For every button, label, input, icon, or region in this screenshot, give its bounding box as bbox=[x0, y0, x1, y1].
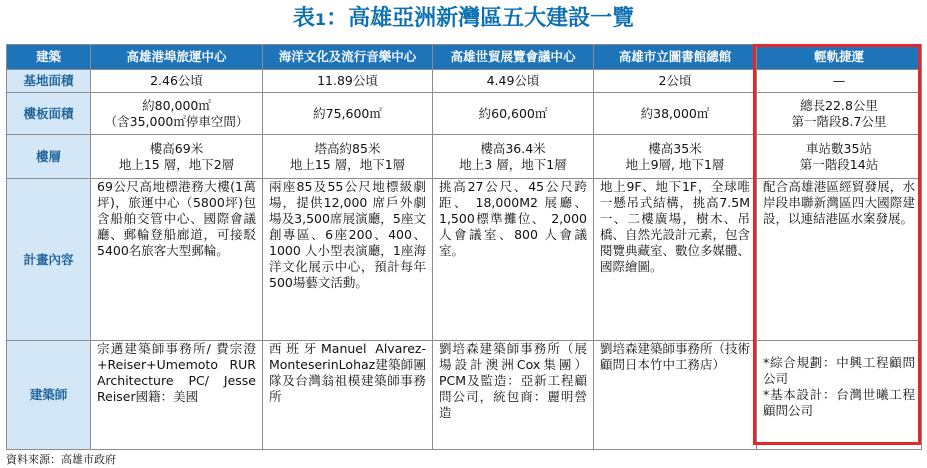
header-cell: 輕軌捷運 bbox=[757, 45, 922, 70]
cell-line: *基本設計：台灣世曦工程顧問公司 bbox=[763, 387, 915, 418]
cell-line: 車站數35站 bbox=[806, 140, 872, 156]
table-cell: 挑高27公尺、45公尺跨距、 18,000M2 展廳、1,500標準攤位、 2,000人會議室、800 人會議室。 bbox=[433, 179, 594, 341]
header-cell: 建築 bbox=[7, 45, 91, 70]
table-cell bbox=[594, 135, 757, 179]
cell-line: 第一階段14站 bbox=[799, 156, 879, 172]
table-row bbox=[7, 341, 922, 450]
cell-line: 樓高69米 bbox=[149, 140, 204, 156]
table-cell: 西班牙Manuel Alvarez-MonteserinLohaz建築師團隊及台灣翁祖模建築師事務所 bbox=[263, 341, 433, 450]
header-cell: 高雄市立圖書館總館 bbox=[594, 45, 757, 70]
page-title bbox=[0, 4, 927, 35]
header-row bbox=[7, 45, 922, 70]
table-cell bbox=[433, 135, 594, 179]
table-cell bbox=[757, 93, 922, 135]
header-cell: 海洋文化及流行音樂中心 bbox=[263, 45, 433, 70]
table-row bbox=[7, 135, 922, 179]
table-cell: 配合高雄港區經貿發展，水岸段串聯新灣區四大國際建設，以連結港區水案發展。 bbox=[757, 179, 922, 341]
table-cell bbox=[91, 135, 263, 179]
table-cell bbox=[263, 135, 433, 179]
cell-line: （含35,000㎡停車空間） bbox=[104, 113, 249, 129]
cell-line: 樓高35米 bbox=[648, 140, 702, 156]
table-cell: 2公頃 bbox=[594, 70, 757, 93]
table-cell: 4.49公頃 bbox=[433, 70, 594, 93]
cell-line: *綜合規劃：中興工程顧問公司 bbox=[763, 355, 915, 386]
cell-line: 約75,600㎡ bbox=[313, 105, 382, 121]
row-label: 計畫內容 bbox=[7, 179, 91, 341]
table-cell: 兩座85及55公尺地標級劇場，提供12,000 席戶外劇場及3,500席展演廳，5座文創專區、6座200、400、1000 人小型表演廳，1座海洋文化展示中心，預計每年500場藝文活動。 bbox=[263, 179, 433, 341]
source-note: 資料來源：高雄市政府 bbox=[6, 453, 116, 466]
table-cell bbox=[757, 135, 922, 179]
title-text: 高雄亞洲新灣區五大建設一覽 bbox=[348, 6, 635, 31]
table-cell bbox=[263, 93, 433, 135]
cell-line: 約38,000㎡ bbox=[640, 105, 710, 121]
cell-line: 地上15 層，地下1層 bbox=[289, 156, 406, 172]
cell-line: 樓高36.4米 bbox=[480, 140, 546, 156]
header-cell: 高雄世貿展覽會議中心 bbox=[433, 45, 594, 70]
construction-table bbox=[6, 44, 922, 450]
cell-line: 第一階段8.7公里 bbox=[791, 113, 887, 129]
table-cell: 2.46公頃 bbox=[91, 70, 263, 93]
table-cell bbox=[757, 341, 922, 450]
row-label: 樓板面積 bbox=[7, 93, 91, 135]
cell-line: 約60,600㎡ bbox=[478, 105, 548, 121]
table-cell: 劉培森建築師事務所（技術顧問日本竹中工務店） bbox=[594, 341, 757, 450]
cell-line: 地上15 層，地下2層 bbox=[118, 156, 235, 172]
cell-line: 地上3 層，地下1層 bbox=[459, 156, 567, 172]
table-row bbox=[7, 93, 922, 135]
cell-line: 約80,000㎡ bbox=[142, 97, 211, 113]
table-cell bbox=[433, 93, 594, 135]
table-cell bbox=[594, 93, 757, 135]
title-colon: ： bbox=[326, 6, 349, 31]
table-cell: 宗邁建築師事務所/ 費宗澄 +Reiser+Umemoto RUR Architecture PC/ Jesse Reiser國籍：美國 bbox=[91, 341, 263, 450]
table-cell: 69公尺高地標港務大樓(1萬坪)，旅運中心（5800坪)包含船舶交管中心、國際會議廳、郵輪登船廊道，可接駁5400名旅客大型郵輪。 bbox=[91, 179, 263, 341]
cell-line: 地上9層, 地下1層 bbox=[625, 156, 725, 172]
header-cell: 高雄港埠旅運中心 bbox=[91, 45, 263, 70]
table-row bbox=[7, 179, 922, 341]
table-cell bbox=[91, 93, 263, 135]
row-label: 樓層 bbox=[7, 135, 91, 179]
row-label: 建築師 bbox=[7, 341, 91, 450]
table-cell: — bbox=[757, 70, 922, 93]
cell-line: 總長22.8公里 bbox=[800, 97, 878, 113]
row-label: 基地面積 bbox=[7, 70, 91, 93]
table-cell: 劉培森建築師事務所（展場設計澳洲Cox集團）PCM及監造：亞新工程顧問公司，統包商：麗明營造 bbox=[433, 341, 594, 450]
title-prefix: 表 bbox=[292, 6, 315, 31]
table-cell: 11.89公頃 bbox=[263, 70, 433, 93]
cell-line: 塔高約85米 bbox=[314, 140, 381, 156]
table-row bbox=[7, 70, 922, 93]
table-cell: 地上9F、地下1F，全球唯一懸吊式結構，挑高7.5M一、二樓廣場，樹木、吊橋、自然光設計元素，包含閱覽典藏室、數位多媒體、國際繪圖。 bbox=[594, 179, 757, 341]
title-number: 1 bbox=[314, 10, 327, 29]
